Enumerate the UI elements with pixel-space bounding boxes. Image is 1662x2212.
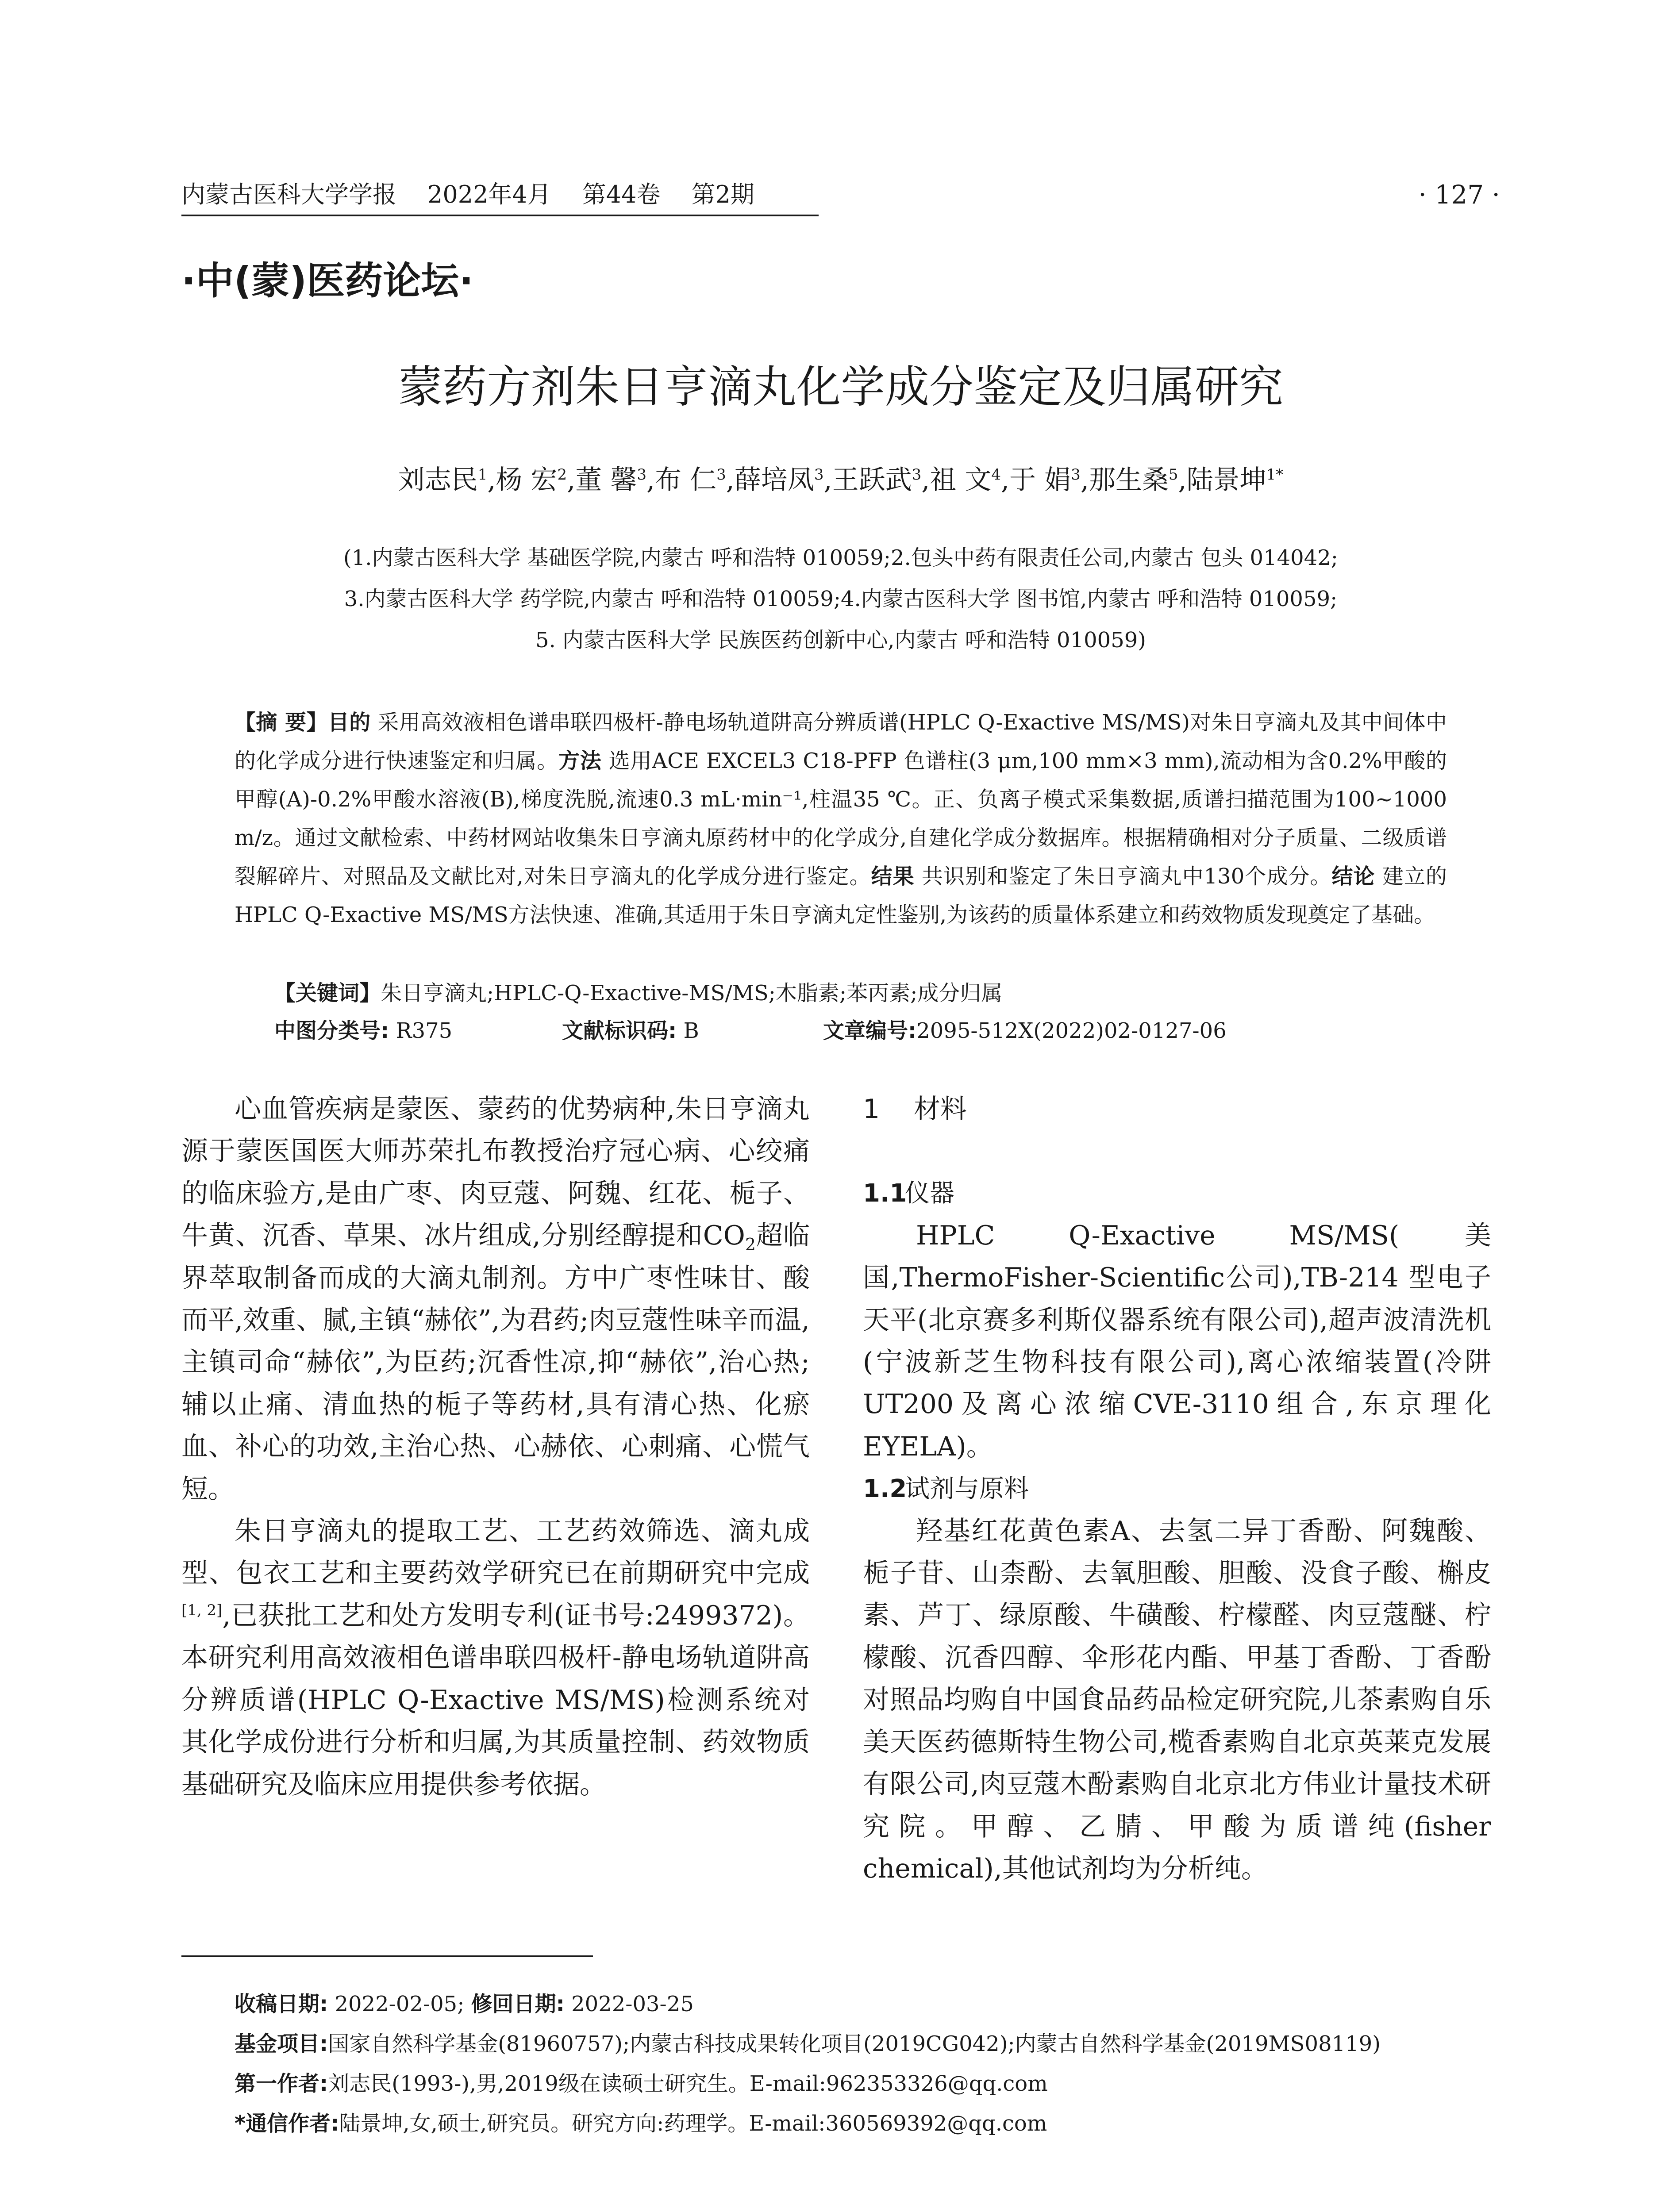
objective-label: 目的 — [327, 710, 371, 735]
author-separator: , — [823, 465, 832, 495]
intro-text: ,已获批工艺和处方发明专利(证书号:2499372)。本研究利用高效液相色谱串联四极杆-静电场轨道阱高分辨质谱(HPLC Q-Exactive MS/MS)检测系统对其化学成份进行分析和归属,为其质量控制、药效物质基础研究及临床应用提供参考依据。 — [181, 1600, 810, 1800]
intro-text: 朱日亨滴丸的提取工艺、工艺药效筛选、滴丸成型、包衣工艺和主要药效学研究已在前期研究中完成 — [181, 1516, 810, 1589]
column-name: ·中(蒙)医药论坛· — [181, 259, 473, 303]
affiliation-line: 5. 内蒙古医科大学 民族医药创新中心,内蒙古 呼和浩特 010059) — [535, 628, 1146, 653]
doc-code-label: 文献标识码: — [562, 1018, 677, 1043]
received-date: 2022-02-05; — [328, 1992, 471, 2016]
subsection-title: 试剂与原料 — [905, 1475, 1029, 1504]
volume-number: 第44卷 — [582, 180, 661, 208]
subsection-number: 1.2 — [863, 1475, 907, 1504]
author-affiliation-mark: 1* — [1266, 466, 1284, 484]
header-rule — [181, 215, 819, 216]
author-name: 陆景坤 — [1186, 465, 1266, 495]
subsection-number: 1.1 — [863, 1179, 907, 1208]
issue-number: 第2期 — [691, 180, 754, 208]
author-separator: , — [1001, 465, 1010, 495]
first-author-label: 第一作者: — [235, 2071, 328, 2096]
author-name: 那生桑 — [1089, 465, 1169, 495]
first-author-text: 刘志民(1993-),男,2019级在读硕士研究生。E-mail:962353326@qq.com — [328, 2071, 1048, 2096]
corresponding-label: *通信作者: — [235, 2111, 339, 2136]
author-affiliation-mark: 4 — [991, 466, 1001, 484]
subsection-heading — [863, 1172, 1491, 1214]
author-separator: , — [1178, 465, 1187, 495]
article-number — [823, 1011, 1227, 1051]
author-affiliation-mark: 3 — [912, 466, 922, 484]
author-name: 刘志民 — [398, 465, 478, 495]
author-name: 王跃武 — [832, 465, 912, 495]
results-text: 共识别和鉴定了朱日亨滴丸中130个成分。 — [914, 864, 1332, 889]
conclusion-text: 建立的HPLC Q-Exactive MS/MS方法快速、准确,其适用于朱日亨滴丸定性鉴别,为该药的质量体系建立和药效物质发现奠定了基础。 — [235, 864, 1447, 927]
methods-label: 方法 — [558, 749, 602, 773]
article-title: 蒙药方剂朱日亨滴丸化学成分鉴定及归属研究 — [398, 361, 1283, 413]
article-number-label: 文章编号: — [823, 1018, 917, 1043]
abstract-label: 【摘 要】 — [235, 710, 328, 735]
document-code — [562, 1011, 823, 1051]
subscript: 2 — [745, 1235, 756, 1255]
received-label: 收稿日期: — [235, 1992, 328, 2016]
author-name: 杨 宏 — [496, 465, 558, 495]
doc-code-value: B — [677, 1018, 699, 1043]
citation-mark: [1, 2] — [181, 1601, 223, 1619]
clc-number — [274, 1011, 562, 1051]
methods-text: 选用ACE EXCEL3 C18-PFP 色谱柱(3 μm,100 mm×3 mm),流动相为含0.2%甲酸的甲醇(A)-0.2%甲酸水溶液(B),梯度洗脱,流速0.3 mL·min⁻¹,柱温35 ℃。正、负离子模式采集数据,质谱扫描范围为100~1000 m/z。通过文献检索、中药材网站收集朱日亨滴丸原药材中的化学成分,自建化学成分数据库。根据精确相对分子质量、二级质谱裂解碎片、对照品及文献比对,对朱日亨滴丸的化学成分进行鉴定。 — [235, 749, 1447, 889]
intro-paragraph — [181, 1510, 810, 1806]
classification-line — [274, 1011, 1447, 1051]
conclusion-label: 结论 — [1331, 864, 1375, 889]
author-separator: , — [646, 465, 655, 495]
author-name: 布 仁 — [655, 465, 717, 495]
abstract — [235, 703, 1447, 969]
fund-text: 国家自然科学基金(81960757);内蒙古科技成果转化项目(2019CG042);内蒙古自然科学基金(2019MS08119) — [328, 2032, 1381, 2056]
author-affiliation-mark: 2 — [557, 466, 567, 484]
author-separator: , — [1080, 465, 1089, 495]
section-heading — [863, 1088, 1491, 1130]
author-affiliation-mark: 3 — [1071, 466, 1081, 484]
issue-date: 2022年4月 — [427, 180, 551, 208]
author-separator: , — [487, 465, 496, 495]
intro-text: 心血管疾病是蒙医、蒙药的优势病种,朱日亨滴丸源于蒙医国医大师苏荣扎布教授治疗冠心病、心绞痛的临床验方,是由广枣、肉豆蔻、阿魏、红花、栀子、牛黄、沉香、草果、冰片组成,分别经醇提和CO — [181, 1094, 810, 1252]
affiliation-list — [181, 538, 1500, 661]
subsection-heading — [863, 1468, 1491, 1510]
results-label: 结果 — [871, 864, 915, 889]
fund-line — [235, 2024, 1500, 2064]
keywords-text: 朱日亨滴丸;HPLC-Q-Exactive-MS/MS;木脂素;苯丙素;成分归属 — [381, 981, 1003, 1006]
author-name: 董 馨 — [575, 465, 637, 495]
author-affiliation-mark: 3 — [637, 466, 646, 484]
body-right-column — [863, 1088, 1491, 1885]
first-author-line — [235, 2064, 1500, 2104]
section-title: 材料 — [914, 1094, 967, 1125]
fund-label: 基金项目: — [235, 2032, 328, 2056]
objective-text: 采用高效液相色谱串联四极杆-静电场轨道阱高分辨质谱(HPLC Q-Exactive MS/MS)对朱日亨滴丸及其中间体中的化学成分进行快速鉴定和归属。 — [235, 710, 1447, 773]
journal-name: 内蒙古医科大学学报 — [181, 180, 396, 208]
revised-date: 2022-03-25 — [564, 1992, 694, 2016]
author-separator: , — [921, 465, 930, 495]
affiliation-line: (1.内蒙古医科大学 基础医学院,内蒙古 呼和浩特 010059;2.包头中药有限责任公司,内蒙古 包头 014042; — [343, 545, 1338, 570]
clc-label: 中图分类号: — [274, 1018, 389, 1043]
article-number-value: 2095-512X(2022)02-0127-06 — [916, 1018, 1227, 1043]
running-header — [181, 177, 1500, 212]
footnote-rule — [181, 1955, 593, 1957]
author-affiliation-mark: 1 — [477, 466, 488, 484]
author-affiliation-mark: 5 — [1168, 466, 1178, 484]
subsection-title: 仪器 — [905, 1179, 954, 1208]
affiliation-line: 3.内蒙古医科大学 药学院,内蒙古 呼和浩特 010059;4.内蒙古医科大学 图书馆,内蒙古 呼和浩特 010059; — [344, 587, 1338, 611]
footnotes — [235, 1984, 1500, 2152]
instruments-paragraph: HPLC Q-Exactive MS/MS(美国,ThermoFisher-Scientific公司),TB-214 型电子天平(北京赛多利斯仪器系统有限公司),超声波清洗机(宁波新芝生物科技有限公司),离心浓缩装置(冷阱UT200及离心浓缩CVE-3110组合,东京理化EYELA)。 — [863, 1220, 1491, 1462]
received-date-line — [235, 1984, 1500, 2024]
author-name: 祖 文 — [930, 465, 992, 495]
intro-paragraph — [181, 1088, 810, 1510]
keywords — [274, 973, 1425, 1013]
author-name: 于 娟 — [1009, 465, 1071, 495]
page-number: · 127 · — [1418, 180, 1500, 210]
author-name: 薛培凤 — [734, 465, 814, 495]
corresponding-author-line — [235, 2104, 1500, 2143]
reagents-paragraph: 羟基红花黄色素A、去氢二异丁香酚、阿魏酸、栀子苷、山柰酚、去氧胆酸、胆酸、没食子酸、槲皮素、芦丁、绿原酸、牛磺酸、柠檬醛、肉豆蔻醚、柠檬酸、沉香四醇、伞形花内酯、甲基丁香酚、丁香酚对照品均购自中国食品药品检定研究院,儿茶素购自乐美天医药德斯特生物公司,榄香素购自北京英莱克发展有限公司,肉豆蔻木酚素购自北京北方伟业计量技术研究院。甲醇、乙腈、甲酸为质谱纯(fisher chemical),其他试剂均为分析纯。 — [863, 1515, 1491, 1884]
author-affiliation-mark: 3 — [814, 466, 824, 484]
revised-label: 修回日期: — [471, 1992, 565, 2016]
body-left-column — [181, 1088, 810, 1885]
clc-value: R375 — [389, 1018, 453, 1043]
author-list — [181, 458, 1500, 502]
section-number: 1 — [863, 1094, 880, 1125]
author-separator: , — [726, 465, 735, 495]
intro-text: 超临界萃取制备而成的大滴丸制剂。方中广枣性味甘、酸而平,效重、腻,主镇“赫依”,为君药;肉豆蔻性味辛而温,主镇司命“赫依”,为臣药;沉香性凉,抑“赫依”,治心热;辅以止痛、清血热的栀子等药材,具有清心热、化瘀血、补心的功效,主治心热、心赫依、心刺痛、心慌气短。 — [181, 1220, 810, 1505]
author-separator: , — [567, 465, 576, 495]
corresponding-text: 陆景坤,女,硕士,研究员。研究方向:药理学。E-mail:360569392@qq.com — [339, 2111, 1047, 2136]
author-affiliation-mark: 3 — [716, 466, 726, 484]
keywords-label: 【关键词】 — [274, 981, 381, 1006]
